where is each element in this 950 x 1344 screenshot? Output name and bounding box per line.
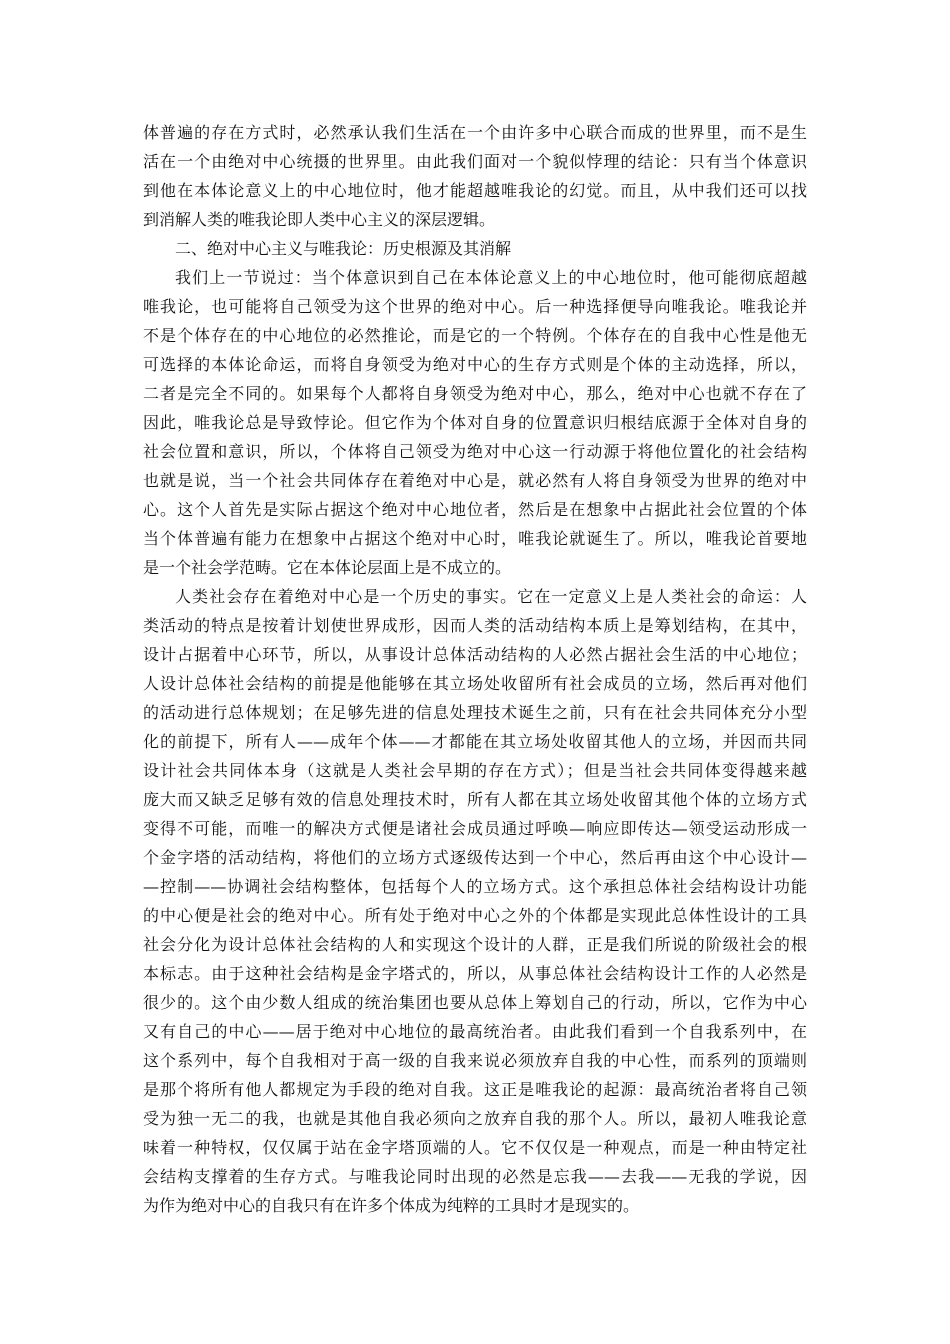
text-line: 很少的。这个由少数人组成的统治集团也要从总体上筹划自己的行动，所以，它作为中心 (143, 993, 807, 1012)
text-line: 这个系列中，每个自我相对于高一级的自我来说必须放弃自我的中心性，而系列的顶端则 (143, 1051, 807, 1070)
text-line: 到他在本体论意义上的中心地位时，他才能超越唯我论的幻觉。而且，从中我们还可以找 (143, 181, 807, 200)
text-line: 变得不可能，而唯一的解决方式便是诸社会成员通过呼唤—响应即传达—领受运动形成一 (143, 819, 807, 838)
text-line: 化的前提下，所有人——成年个体——才都能在其立场处收留其他人的立场，并因而共同 (143, 732, 807, 751)
text-line: 会结构支撑着的生存方式。与唯我论同时出现的必然是忘我——去我——无我的学说，因 (143, 1167, 807, 1186)
text-line: 的活动进行总体规划；在足够先进的信息处理技术诞生之前，只有在社会共同体充分小型 (143, 703, 807, 722)
text-line: 到消解人类的唯我论即人类中心主义的深层逻辑。 (143, 210, 496, 229)
text-line: 体普遍的存在方式时，必然承认我们生活在一个由许多中心联合而成的世界里，而不是生 (143, 123, 807, 142)
text-line: 个金字塔的活动结构，将他们的立场方式逐级传达到一个中心，然后再由这个中心设计— (143, 848, 807, 867)
text-line: 设计占据着中心环节，所以，从事设计总体活动结构的人必然占据社会生活的中心地位； (143, 645, 807, 664)
text-line: 的中心便是社会的绝对中心。所有处于绝对中心之外的个体都是实现此总体性设计的工具 (143, 906, 807, 925)
text-line: 又有自己的中心——居于绝对中心地位的最高统治者。由此我们看到一个自我系列中，在 (143, 1022, 807, 1041)
section-heading: 二、绝对中心主义与唯我论：历史根源及其消解 (175, 239, 512, 258)
text-line: 二者是完全不同的。如果每个人都将自身领受为绝对中心，那么，绝对中心也就不存在了 (143, 384, 807, 403)
text-line: 设计社会共同体本身（这就是人类社会早期的存在方式）；但是当社会共同体变得越来越 (143, 761, 807, 780)
text-line: 人设计总体社会结构的前提是他能够在其立场处收留所有社会成员的立场，然后再对他们 (143, 674, 807, 693)
text-line: 社会分化为设计总体社会结构的人和实现这个设计的人群，正是我们所说的阶级社会的根 (143, 935, 807, 954)
text-line: 庞大而又缺乏足够有效的信息处理技术时，所有人都在其立场处收留其他个体的立场方式 (143, 790, 807, 809)
text-line: 活在一个由绝对中心统摄的世界里。由此我们面对一个貌似悖理的结论：只有当个体意识 (143, 152, 807, 171)
text-line: 不是个体存在的中心地位的必然推论，而是它的一个特例。个体存在的自我中心性是他无 (143, 326, 807, 345)
text-line: 社会位置和意识，所以，个体将自己领受为绝对中心这一行动源于将他位置化的社会结构 (143, 442, 807, 461)
text-line: 我们上一节说过：当个体意识到自己在本体论意义上的中心地位时，他可能彻底超越 (175, 268, 807, 287)
body-text (143, 118, 807, 1220)
text-line: 因此，唯我论总是导致悖论。但它作为个体对自身的位置意识归根结底源于全体对自身的 (143, 413, 807, 432)
text-line: 唯我论，也可能将自己领受为这个世界的绝对中心。后一种选择便导向唯我论。唯我论并 (143, 297, 807, 316)
text-line: 是那个将所有他人都规定为手段的绝对自我。这正是唯我论的起源：最高统治者将自己领 (143, 1080, 807, 1099)
text-line: 为作为绝对中心的自我只有在许多个体成为纯粹的工具时才是现实的。 (143, 1196, 640, 1215)
text-line: 人类社会存在着绝对中心是一个历史的事实。它在一定意义上是人类社会的命运：人 (175, 587, 807, 606)
text-line: 本标志。由于这种社会结构是金字塔式的，所以，从事总体社会结构设计工作的人必然是 (143, 964, 807, 983)
text-line: 受为独一无二的我，也就是其他自我必须向之放弃自我的那个人。所以，最初人唯我论意 (143, 1109, 807, 1128)
text-line: 可选择的本体论命运，而将自身领受为绝对中心的生存方式则是个体的主动选择，所以， (143, 355, 807, 374)
text-line: 当个体普遍有能力在想象中占据这个绝对中心时，唯我论就诞生了。所以，唯我论首要地 (143, 529, 807, 548)
text-line: 类活动的特点是按着计划使世界成形，因而人类的活动结构本质上是筹划结构，在其中， (143, 616, 807, 635)
text-line: 味着一种特权，仅仅属于站在金字塔顶端的人。它不仅仅是一种观点，而是一种由特定社 (143, 1138, 807, 1157)
text-line: 是一个社会学范畴。它在本体论层面上是不成立的。 (143, 558, 512, 577)
text-line: 也就是说，当一个社会共同体存在着绝对中心是，就必然有人将自身领受为世界的绝对中 (143, 471, 807, 490)
text-line: 心。这个人首先是实际占据这个绝对中心地位者，然后是在想象中占据此社会位置的个体 (143, 500, 807, 519)
text-line: —控制——协调社会结构整体，包括每个人的立场方式。这个承担总体社会结构设计功能 (143, 877, 807, 896)
